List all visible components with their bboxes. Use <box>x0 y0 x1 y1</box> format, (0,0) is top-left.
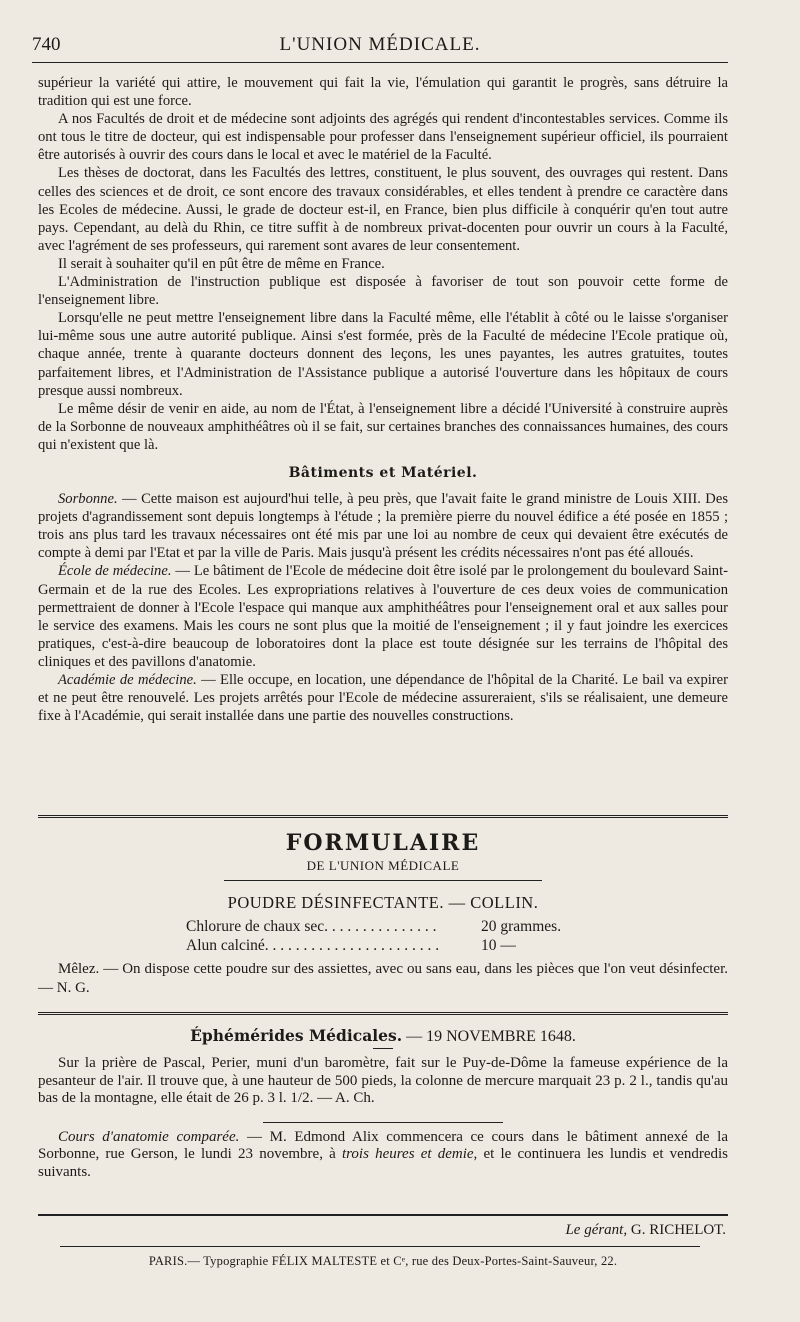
paragraph: Il serait à souhaiter qu'il en pût être de même en France. <box>58 255 385 272</box>
paragraph-lead: École de médecine. <box>58 563 172 580</box>
ingredient-qty: 10 — <box>481 937 516 954</box>
ingredient-row <box>186 917 606 936</box>
ephemerides-dash <box>373 1048 393 1049</box>
paragraph: École de médecine. — Le bâtiment de l'Ecole de médecine doit être isolé par le prolongement du boulevard Saint-Germain et de la rue des Ecoles. Les expropriations relatives à l'ouverture de ces deux voies de communication permettraient de donner à l'Ecole l'espace qui manque aux amphithéâtres pour l'enseignement oral et aux salles pour le service des examens. Mais les cours ne sont plus que la moitié de l'enseignement ; il y faut joindre les exercices pratiques, c'est-à-dire beaucoup de loboratoires dont la place est toute désignée sur les terrains de l'hôpital des cliniques et des pavillons d'anatomie. <box>38 563 728 670</box>
paragraph: Académie de médecine. — Elle occupe, en location, une dépendance de l'hôpital de la Charité. Le bail va expirer et ne peut être renouvelé. Les projets arrêtés pour l'Ecole de médecine assureraient, s'ils se réalisaient, une demeure fixe à l'Académie, qui serait installée dans une partie des nouvelles constructions. <box>38 672 728 725</box>
imprint-rule <box>60 1246 700 1247</box>
course-notice: Cours d'anatomie comparée. — M. Edmond Alix commencera ce cours dans le bâtiment annexé de la Sorbonne, rue Gerson, le lundi 23 novembre, à trois heures et demie, et le continuera les lundis et vendredis suivants. <box>38 1128 728 1180</box>
section-divider <box>38 1012 728 1015</box>
ingredient-name: Alun calciné. . . . . . . . . . . . . . . . . . . . . . . <box>186 937 440 954</box>
paragraph-lead: Sorbonne. <box>58 491 118 508</box>
printer-imprint: PARIS.— Typographie FÉLIX MALTESTE et Cᵉ, rue des Deux-Portes-Saint-Sauveur, 22. <box>148 1254 618 1268</box>
ingredient-name: Chlorure de chaux sec. . . . . . . . . . . . . . . <box>186 918 437 935</box>
ingredient-list <box>186 917 728 955</box>
paragraph-lead: Académie de médecine. <box>58 672 197 688</box>
formulaire-subtitle: DE L'UNION MÉDICALE <box>306 858 460 873</box>
notice-rule <box>263 1122 503 1123</box>
formulaire-title: FORMULAIRE <box>285 830 481 856</box>
paragraph: supérieur la variété qui attire, le mouvement qui fait la vie, l'émulation qui garantit le progrès, sans détruire la tradition qui est une force. <box>38 75 728 110</box>
article-body <box>38 74 728 725</box>
paragraph: A nos Facultés de droit et de médecine sont adjoints des agrégés qui rendent d'incontestables services. Comme ils ont tous le titre de docteur, qui est indispensable pour professer dans l'enseignement supérieur officiel, ils pourraient être autorisés à ouvrir des cours dans le local et avec le matériel de la Faculté. <box>38 111 728 164</box>
section-divider <box>38 815 728 818</box>
paragraph: L'Administration de l'instruction publique est disposée à favoriser de tout son pouvoir cette forme de l'enseignement libre. <box>38 274 728 309</box>
paragraph: Lorsqu'elle ne peut mettre l'enseignement libre dans la Faculté même, elle l'établit à côté ou le laisse s'organiser lui-même sous une autre autorité publique. Ainsi s'est formée, près de la Faculté de médecine l'Ecole pratique où, chaque année, trente à quarante docteurs donnent des leçons, les unes payantes, les autres gratuites, toutes parfaitement libres, et l'Administration de l'Assistance publique a autorisé l'ouverture dans les hôpitaux de cours presque aussi nombreux. <box>38 310 728 399</box>
ingredient-row <box>186 936 606 955</box>
paragraph: Sorbonne. — Cette maison est aujourd'hui telle, à peu près, que l'avait faite le grand ministre de Louis XIII. Des projets d'agrandissement sont depuis longtemps à l'étude ; la première pierre du nouvel édifice a été posée en 1855 ; trois ans plus tard les travaux nécessaires ont été mis par une loi au nombre de ceux qui devaient être exécutés de compte à demi par l'Etat et par la ville de Paris. Mais jusqu'à présent les crédits nécessaires n'ont pas été alloués. <box>38 491 728 562</box>
header-rule <box>32 62 728 63</box>
notice-lead: Cours d'anatomie comparée. <box>58 1128 240 1145</box>
formulaire-section <box>38 830 728 998</box>
running-title: L'UNION MÉDICALE. <box>279 34 481 55</box>
gerant-signature: Le gérant, G. RICHELOT. <box>565 1222 726 1238</box>
ephemerides-section <box>38 1026 728 1181</box>
section-heading: Bâtiments et Matériel. <box>288 464 478 481</box>
recipe-title: POUDRE DÉSINFECTANTE. — COLLIN. <box>227 893 539 912</box>
recipe-instructions: Mêlez. — On dispose cette poudre sur des assiettes, avec ou sans eau, dans les pièces que l'on veut désinfecter. — N. G. <box>38 961 728 996</box>
ephemerides-heading <box>38 1026 728 1046</box>
footer-rule <box>38 1214 728 1216</box>
paragraph: Le même désir de venir en aide, au nom de l'État, à l'enseignement libre a décidé l'Université à construire auprès de la Sorbonne de nouveaux amphithéâtres où il se fait, sur certaines branches des connaissances humaines, des cours qui n'existent que là. <box>38 400 728 453</box>
page-header <box>32 34 728 58</box>
ephemerides-title: Éphémérides Médicales. <box>190 1026 403 1045</box>
ephemerides-text: Sur la prière de Pascal, Perier, muni d'un baromètre, fait sur le Puy-de-Dôme la fameuse expérience de la pesanteur de l'air. Il trouve que, à une hauteur de 500 pieds, la colonne de mercure marquait 23 p. 2 l., tandis qu'au bas de la montagne, elle était de 26 p. 3 l. 1/2. — A. Ch. <box>38 1055 728 1106</box>
ephemerides-date: — 19 NOVEMBRE 1648. <box>402 1028 576 1045</box>
ingredient-qty: 20 grammes. <box>481 918 562 935</box>
page-number: 740 <box>32 34 61 55</box>
formulaire-rule <box>224 880 542 881</box>
paragraph: Les thèses de doctorat, dans les Facultés des lettres, constituent, le plus souvent, des ouvrages qui restent. Dans celles des sciences et de droit, ce sont encore des travaux considérables, et elles tendent à prendre ce caractère dans les Ecoles de médecine. Aussi, le grade de docteur est-il, en France, bien plus difficile à conquérir qu'en tout autre pays. Cependant, au delà du Rhin, ce titre suffit à de nombreux privat-docenten pour ouvrir un cours à la Faculté, avec l'agrément de ses professeurs, qui rarement sont avares de leur consentement. <box>38 165 728 254</box>
